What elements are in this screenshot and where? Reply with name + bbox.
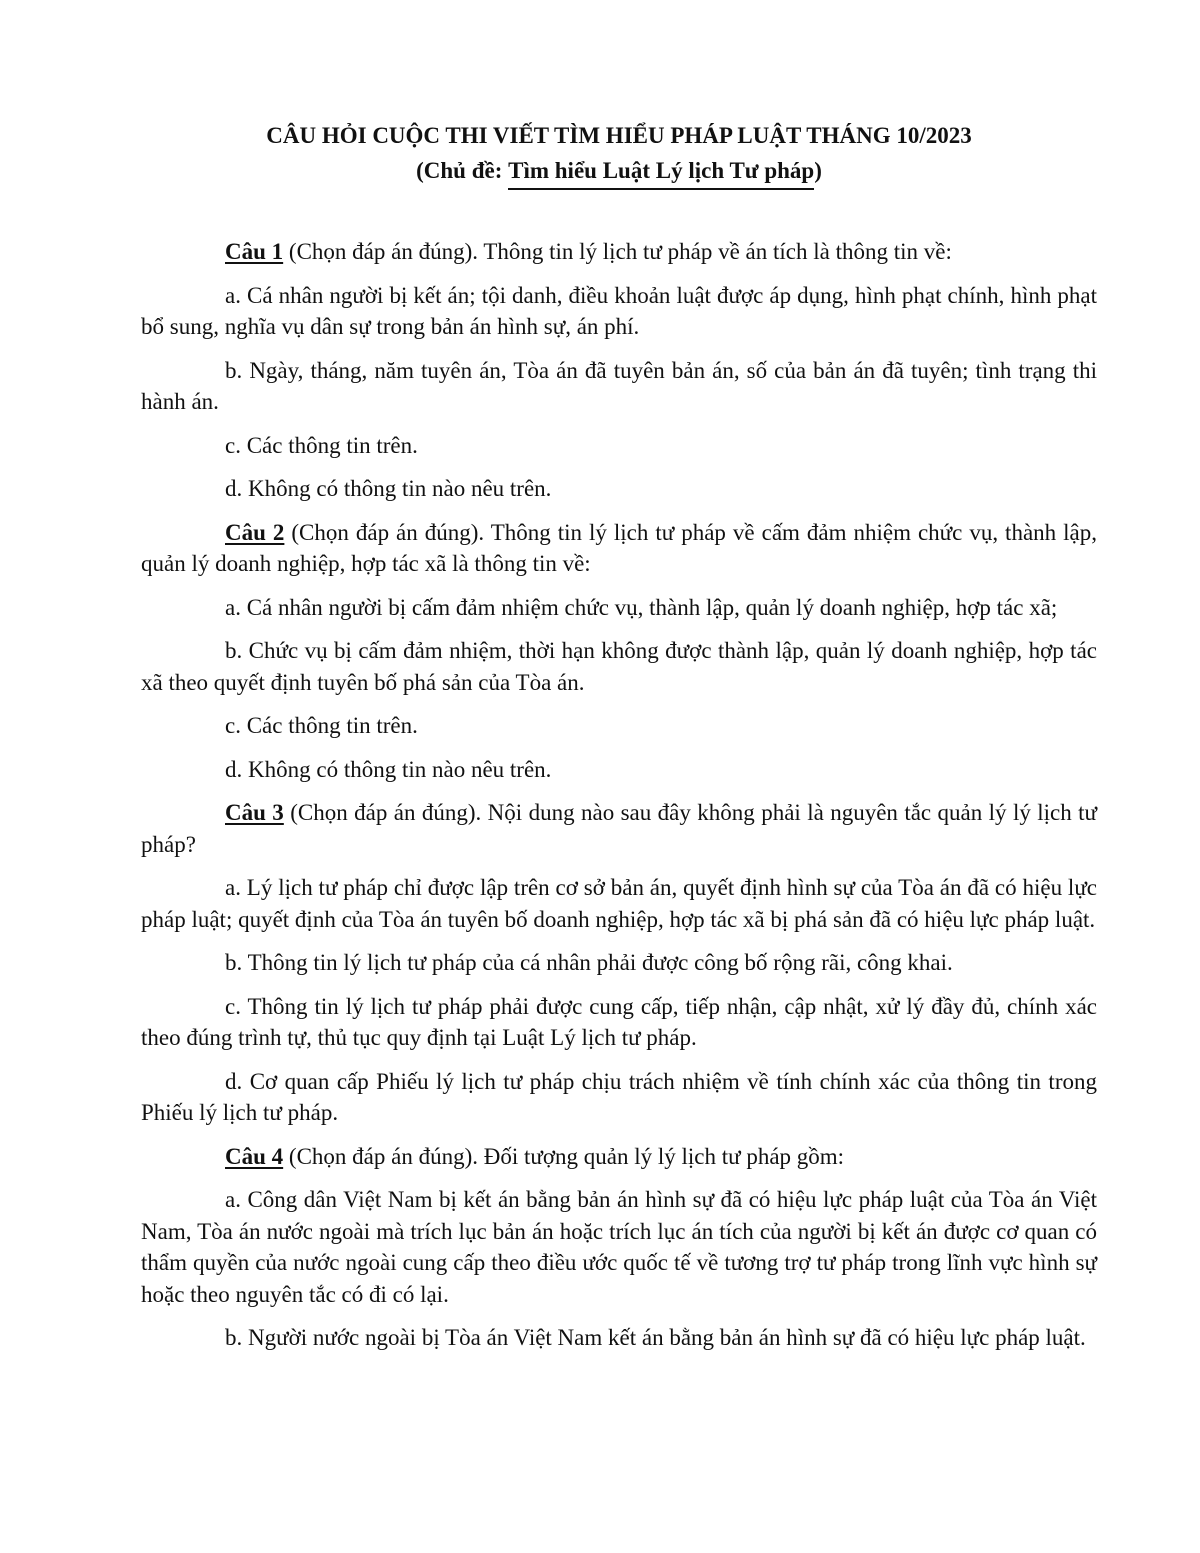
question-prompt — [141, 236, 1097, 268]
subtitle-close: ) — [814, 158, 822, 183]
document-subtitle — [141, 155, 1097, 190]
question-1 — [141, 236, 1097, 505]
answer-option-b: b. Chức vụ bị cấm đảm nhiệm, thời hạn không được thành lập, quản lý doanh nghiệp, hợp tác xã theo quyết định tuyên bố phá sản của Tòa án. — [141, 638, 1097, 695]
question-3 — [141, 797, 1097, 1129]
question-text: (Chọn đáp án đúng). Nội dung nào sau đây không phải là nguyên tắc quản lý lý lịch tư pháp? — [141, 800, 1097, 857]
answer-option-b: b. Ngày, tháng, năm tuyên án, Tòa án đã tuyên bản án, số của bản án đã tuyên; tình trạng thi hành án. — [141, 357, 1097, 414]
question-4 — [141, 1141, 1097, 1354]
answer-option-b: b. Thông tin lý lịch tư pháp của cá nhân phải được công bố rộng rãi, công khai. — [225, 950, 953, 975]
answer-option-d: d. Không có thông tin nào nêu trên. — [225, 476, 552, 501]
questions-list — [141, 236, 1097, 1354]
answer-option-d: d. Không có thông tin nào nêu trên. — [225, 756, 552, 782]
question-prompt — [141, 797, 1097, 860]
question-label: Câu 1 — [225, 239, 284, 264]
answer-option-b: b. Người nước ngoài bị Tòa án Việt Nam kết án bằng bản án hình sự đã có hiệu lực pháp luật. — [225, 1325, 1086, 1350]
answer-option-c: c. Các thông tin trên. — [225, 432, 418, 458]
question-label: Câu 2 — [225, 519, 285, 545]
question-text: (Chọn đáp án đúng). Đối tượng quản lý lý lịch tư pháp gồm: — [283, 1143, 845, 1169]
question-prompt — [141, 517, 1097, 580]
question-label: Câu 3 — [225, 800, 284, 825]
answer-option-a: a. Cá nhân người bị kết án; tội danh, điều khoản luật được áp dụng, hình phạt chính, hình phạt bổ sung, nghĩa vụ dân sự trong bản án hình sự, án phí. — [141, 282, 1097, 339]
answer-option-d: d. Cơ quan cấp Phiếu lý lịch tư pháp chịu trách nhiệm về tính chính xác của thông tin trong Phiếu lý lịch tư pháp. — [141, 1068, 1097, 1125]
answer-option-a: a. Lý lịch tư pháp chỉ được lập trên cơ sở bản án, quyết định hình sự của Tòa án đã có hiệu lực pháp luật; quyết định của Tòa án tuyên bố doanh nghiệp, hợp tác xã bị phá sản đã có hiệu lực pháp luật. — [141, 875, 1097, 932]
question-2 — [141, 517, 1097, 786]
question-text: (Chọn đáp án đúng). Thông tin lý lịch tư pháp về cấm đảm nhiệm chức vụ, thành lập, quản lý doanh nghiệp, hợp tác xã là thông tin về: — [141, 519, 1097, 576]
subtitle-topic: Tìm hiểu Luật Lý lịch Tư pháp — [508, 155, 814, 190]
answer-option-c: c. Thông tin lý lịch tư pháp phải được cung cấp, tiếp nhận, cập nhật, xử lý đầy đủ, chính xác theo đúng trình tự, thủ tục quy định tại Luật Lý lịch tư pháp. — [141, 993, 1097, 1050]
answer-option-a: a. Cá nhân người bị cấm đảm nhiệm chức vụ, thành lập, quản lý doanh nghiệp, hợp tác xã; — [225, 594, 1058, 620]
question-prompt — [141, 1141, 1097, 1173]
subtitle-open: (Chủ đề: — [416, 158, 509, 183]
question-text: (Chọn đáp án đúng). Thông tin lý lịch tư pháp về án tích là thông tin về: — [283, 239, 952, 264]
document-page — [141, 120, 1097, 1366]
answer-option-a: a. Công dân Việt Nam bị kết án bằng bản án hình sự đã có hiệu lực pháp luật của Tòa án Việt Nam, Tòa án nước ngoài mà trích lục bản án hoặc trích lục án tích của người bị kết án được cơ quan có thẩm quyền của nước ngoài cung cấp theo điều ước quốc tế về tương trợ tư pháp trong lĩnh vực hình sự hoặc theo nguyên tắc có đi có lại. — [141, 1187, 1097, 1307]
answer-option-c: c. Các thông tin trên. — [225, 713, 418, 738]
document-title: CÂU HỎI CUỘC THI VIẾT TÌM HIỂU PHÁP LUẬT THÁNG 10/2023 — [266, 123, 972, 148]
question-label: Câu 4 — [225, 1143, 284, 1169]
